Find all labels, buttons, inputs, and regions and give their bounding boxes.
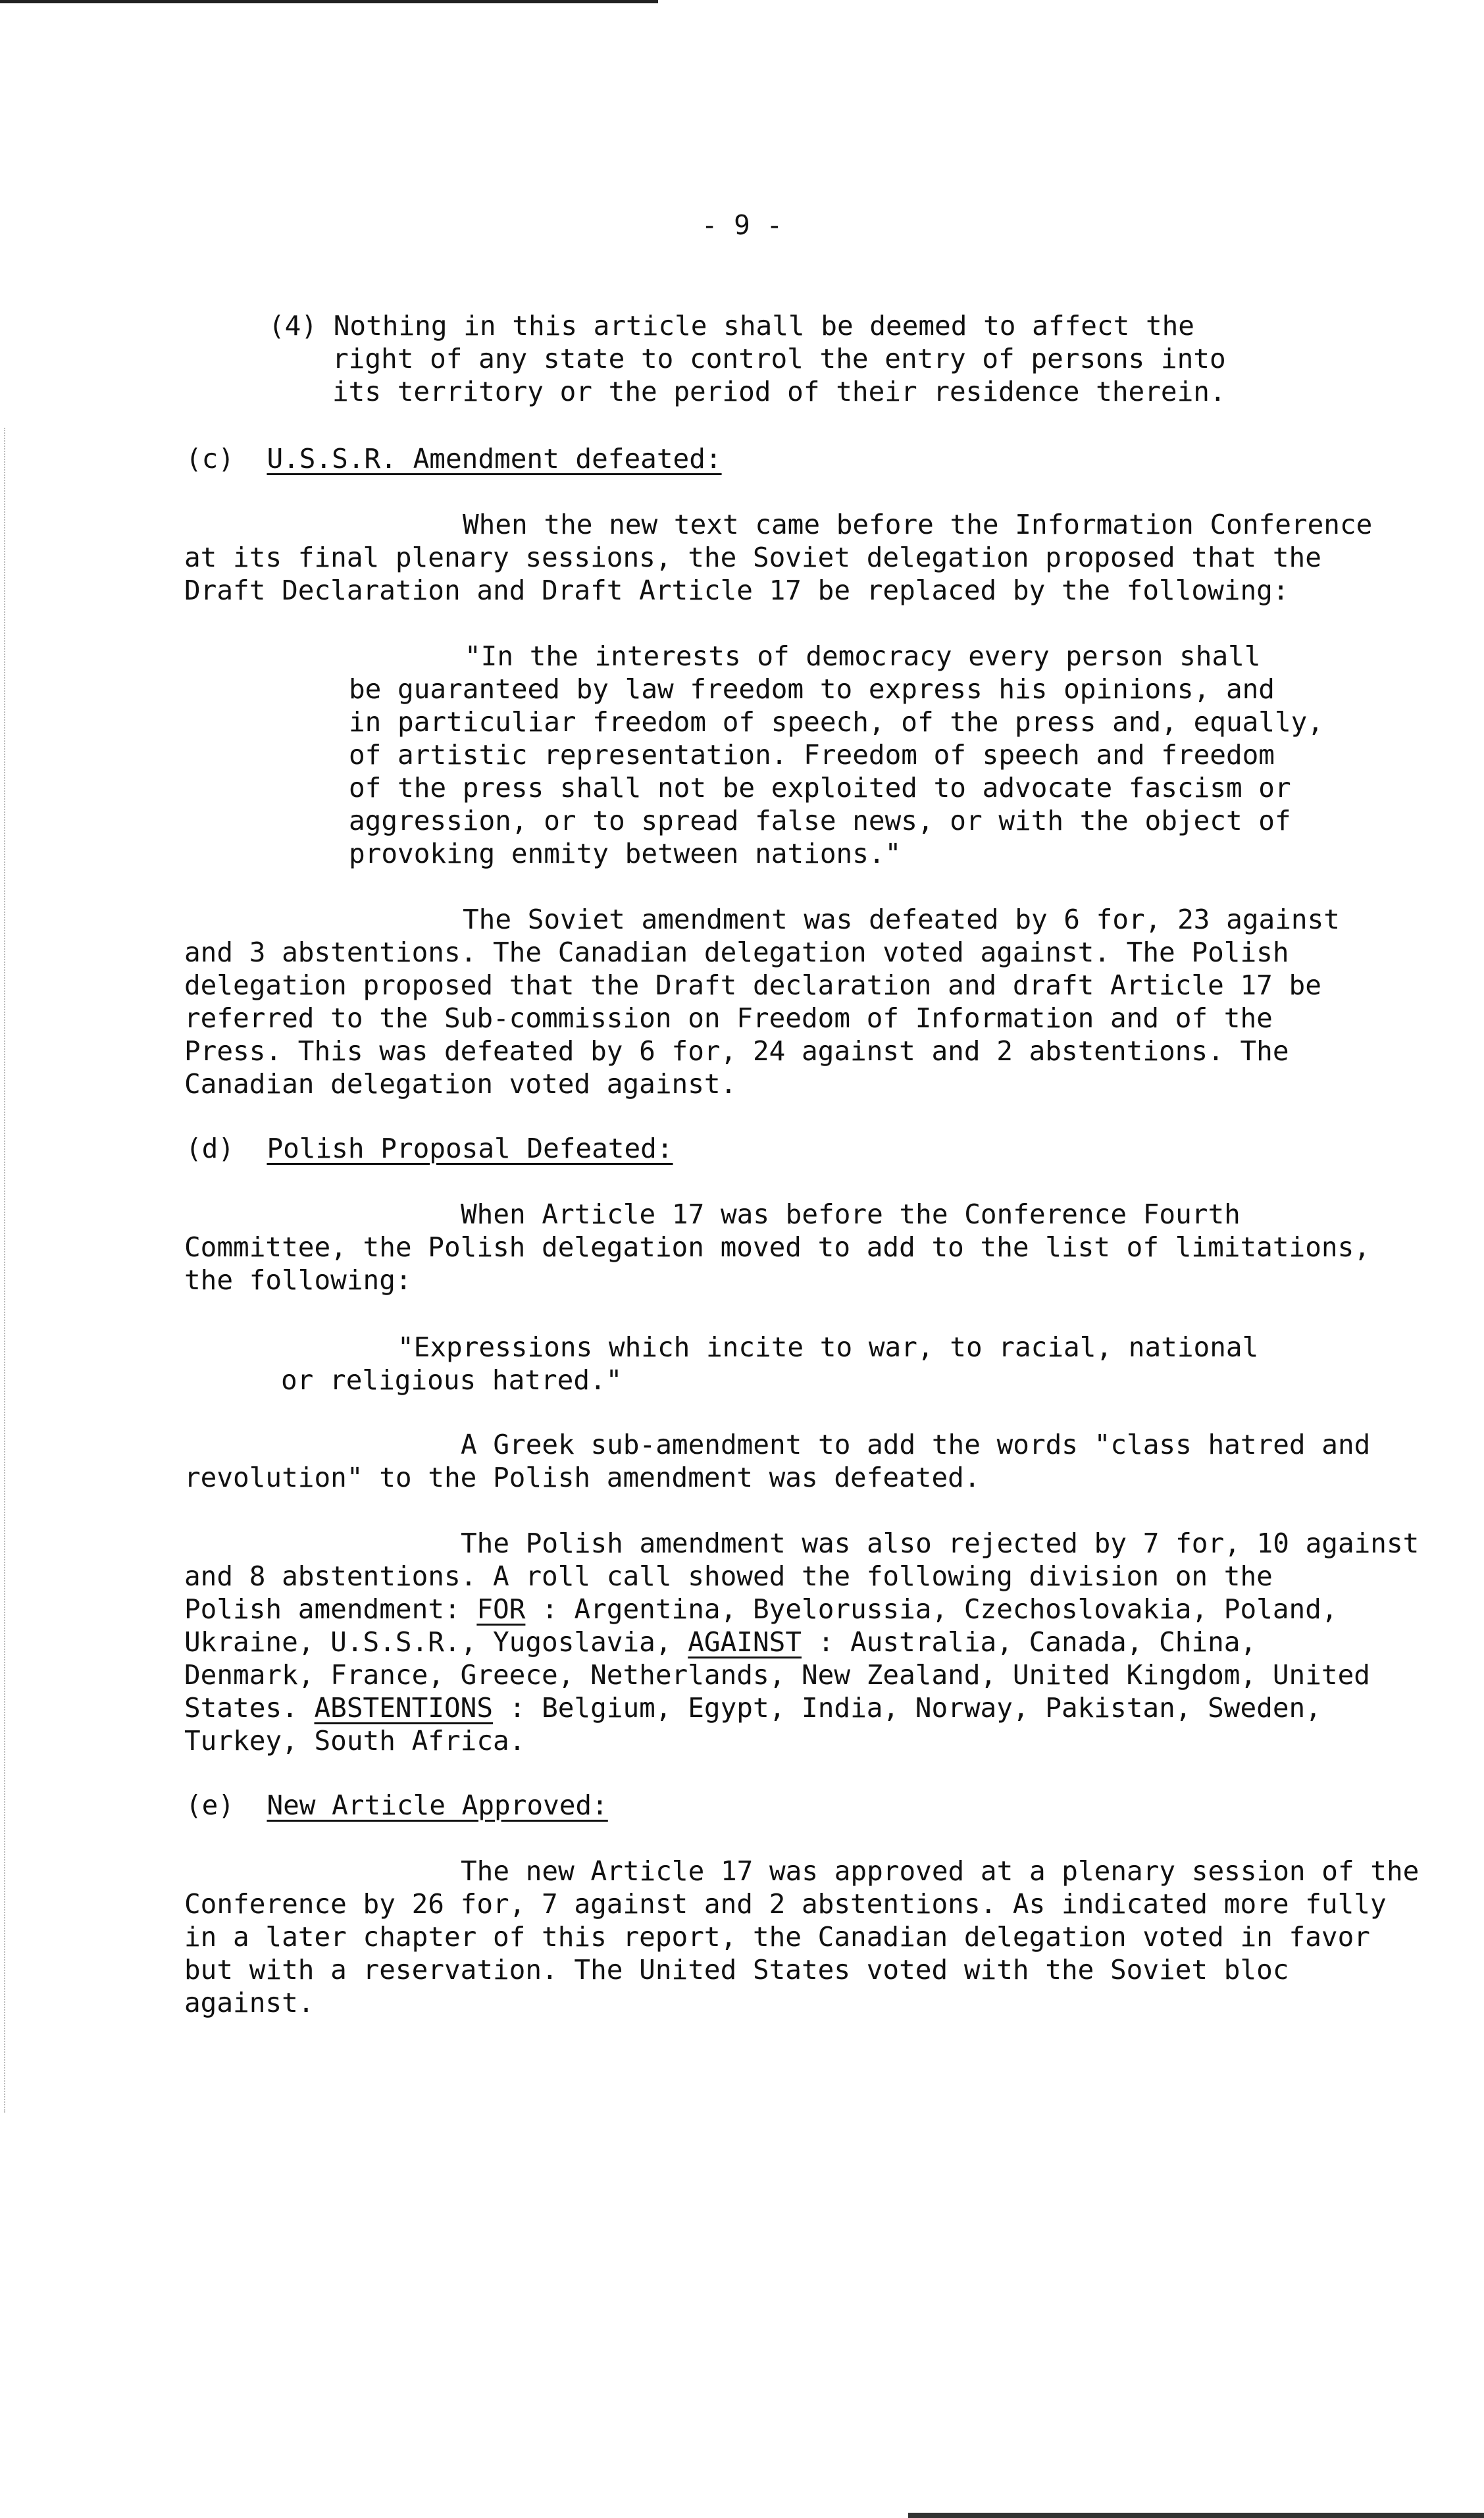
- section-d-title: Polish Proposal Defeated:: [267, 1133, 673, 1164]
- section-d-para3-line-5: Denmark, France, Greece, Netherlands, New Zealand, United Kingdom, United: [184, 1659, 1370, 1691]
- section-c-quote-line-4: of artistic representation. Freedom of speech and freedom: [349, 739, 1275, 771]
- section-e-para1-line-4: but with a reservation. The United States voted with the Soviet bloc: [184, 1954, 1289, 1986]
- scan-edge-bottom: [908, 2513, 1484, 2518]
- section-c-quote-line-2: be guaranteed by law freedom to express his opinions, and: [349, 673, 1275, 705]
- section-d-para3-line-2: and 8 abstentions. A roll call showed the following division on the: [184, 1560, 1273, 1592]
- section-d-quote-line-1: "Expressions which incite to war, to racial, national: [397, 1331, 1259, 1363]
- section-c-quote-line-7: provoking enmity between nations.": [349, 838, 902, 869]
- section-d-letter: (d): [186, 1133, 235, 1164]
- section-e-para1-line-1: The new Article 17 was approved at a plenary session of the: [461, 1855, 1420, 1887]
- page-number: - 9 -: [701, 209, 783, 241]
- clause4-line-1: (4) Nothing in this article shall be deemed to affect the: [269, 310, 1194, 342]
- section-e-para1-line-3: in a later chapter of this report, the Canadian delegation voted in favor: [184, 1921, 1370, 1953]
- section-c-para1-line-2: at its final plenary sessions, the Soviet delegation proposed that the: [184, 542, 1321, 573]
- section-c-para2-line-5: Press. This was defeated by 6 for, 24 against and 2 abstentions. The: [184, 1035, 1289, 1067]
- section-d-para3-line-7: Turkey, South Africa.: [184, 1725, 526, 1757]
- abstentions-label: ABSTENTIONS: [314, 1692, 494, 1724]
- section-c-para2-line-4: referred to the Sub-commission on Freedom of Information and of the: [184, 1002, 1273, 1034]
- clause4-line-2: right of any state to control the entry of persons into: [332, 343, 1226, 374]
- section-d-para3-line-1: The Polish amendment was also rejected by 7 for, 10 against: [461, 1528, 1420, 1559]
- section-c-quote-line-6: aggression, or to spread false news, or with the object of: [349, 805, 1291, 836]
- section-e-para1-line-2: Conference by 26 for, 7 against and 2 abstentions. As indicated more fully: [184, 1888, 1387, 1920]
- section-c-para2-line-6: Canadian delegation voted against.: [184, 1068, 737, 1100]
- section-d-para1-line-2: Committee, the Polish delegation moved to add to the list of limitations,: [184, 1231, 1370, 1263]
- section-d-quote-line-2: or religious hatred.": [281, 1364, 623, 1396]
- section-e-letter: (e): [186, 1789, 235, 1821]
- section-d-para1-line-3: the following:: [184, 1264, 412, 1296]
- section-d-para3-line-4: [184, 1626, 1256, 1658]
- section-d-para2-line-1: A Greek sub-amendment to add the words "class hatred and: [461, 1429, 1371, 1460]
- section-e-heading: [186, 1789, 608, 1822]
- section-d-heading: [186, 1132, 673, 1165]
- scan-edge-left: [4, 428, 7, 2113]
- section-c-para2-line-1: The Soviet amendment was defeated by 6 for, 23 against: [463, 904, 1340, 935]
- section-e-para1-line-5: against.: [184, 1987, 315, 2018]
- abstentions-list: : Belgium, Egypt, India, Norway, Pakistan, Sweden,: [493, 1692, 1321, 1724]
- against-list-end: States.: [184, 1692, 315, 1724]
- section-c-quote-line-1: "In the interests of democracy every person shall: [465, 640, 1261, 672]
- section-e-title: New Article Approved:: [267, 1789, 608, 1821]
- for-label: FOR: [476, 1593, 526, 1625]
- scan-edge-top: [0, 0, 658, 3]
- section-c-para2-line-3: delegation proposed that the Draft declaration and draft Article 17 be: [184, 969, 1321, 1001]
- against-label: AGAINST: [688, 1626, 802, 1658]
- section-c-para1-line-1: When the new text came before the Information Conference: [463, 509, 1373, 540]
- section-d-para1-line-1: When Article 17 was before the Conference Fourth: [461, 1198, 1241, 1230]
- section-c-heading: [186, 442, 722, 475]
- section-c-letter: (c): [186, 443, 235, 475]
- against-list: : Australia, Canada, China,: [802, 1626, 1257, 1658]
- section-d-para3-line-3: [184, 1593, 1338, 1626]
- section-c-quote-line-5: of the press shall not be exploited to advocate fascism or: [349, 772, 1291, 804]
- roll-call-prefix: Polish amendment:: [184, 1593, 477, 1625]
- for-list-cont: Ukraine, U.S.S.R., Yugoslavia,: [184, 1626, 688, 1658]
- section-c-para1-line-3: Draft Declaration and Draft Article 17 be replaced by the following:: [184, 575, 1289, 606]
- section-d-para2-line-2: revolution" to the Polish amendment was defeated.: [184, 1462, 981, 1493]
- section-c-para2-line-2: and 3 abstentions. The Canadian delegation voted against. The Polish: [184, 937, 1289, 968]
- clause4-line-3: its territory or the period of their residence therein.: [332, 376, 1226, 407]
- for-list: : Argentina, Byelorussia, Czechoslovakia, Poland,: [525, 1593, 1338, 1625]
- section-d-para3-line-6: [184, 1691, 1321, 1724]
- section-c-quote-line-3: in particuliar freedom of speech, of the press and, equally,: [349, 706, 1324, 738]
- section-c-title: U.S.S.R. Amendment defeated:: [267, 443, 722, 475]
